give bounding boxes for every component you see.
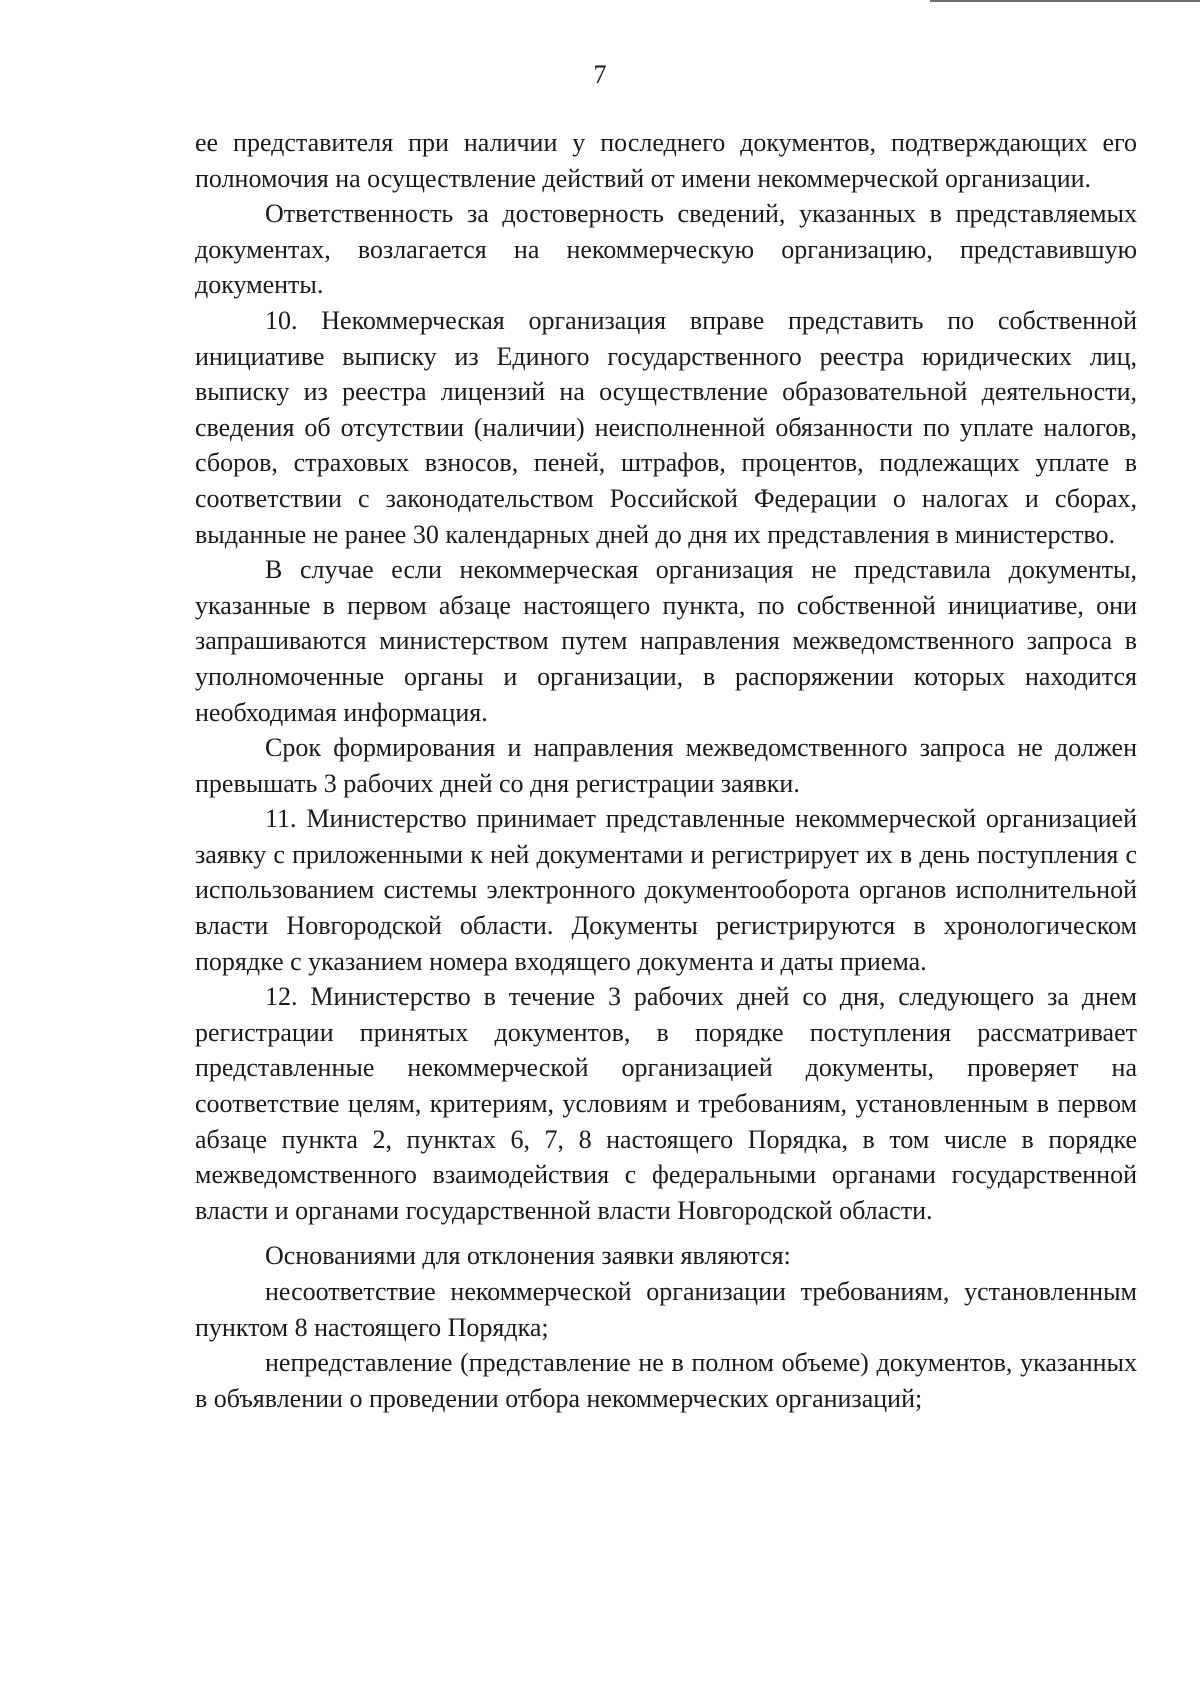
paragraph-interagency-request: В случае если некоммерческая организация не представила документы, указанные в первом абзаце настоящего пункта, по собственной инициативе, они запрашиваются министерством путем направления межведомственного запроса в уполномоченные органы и организации, в распоряжении которых находится необходимая информация. [195,555,1137,727]
scan-edge-line [930,0,1200,2]
paragraph-continuation: ее представителя при наличии у последнего документов, подтверждающих его полномочия на осуществление действий от имени некоммерческой организации. [195,128,1137,193]
paragraph-item-12: 12. Министерство в течение 3 рабочих дней со дня, следующего за днем регистрации принятых документов, в порядке поступления рассматривает представленные некоммерческой организацией документы, проверяет на соответствие целям, критериям, условиям и требованиям, установленным в первом абзаце пункта 2, пунктах 6, 7, 8 настоящего Порядка, в том числе в порядке межведомственного взаимодействия с федеральными органами государственной власти и органами государственной власти Новгородской области. [195,982,1137,1225]
paragraph-item-10: 10. Некоммерческая организация вправе представить по собственной инициативе выписку из Единого государственного реестра юридических лиц, выписку из реестра лицензий на осуществление образовательной деятельности, сведения об отсутствии (наличии) неисполненной обязанности по уплате налогов, сборов, страховых взносов, пеней, штрафов, процентов, подлежащих уплате в соответствии с законодательством Российской Федерации о налогах и сборах, выданные не ранее 30 календарных дней до дня их представления в министерство. [195,305,1137,549]
paragraph-item-11: 11. Министерство принимает представленные некоммерческой организацией заявку с приложенными к ней документами и регистрирует их в день поступления с использованием системы электронного документооборота органов исполнительной власти Новгородской области. Документы регистрируются в хронологическом порядке с указанием номера входящего документа и даты приема. [195,804,1137,976]
page-number: 7 [593,60,607,89]
paragraph-responsibility: Ответственность за достоверность сведений, указанных в представляемых документах, возлагается на некоммерческую организацию, представившую документы. [195,199,1137,300]
paragraph-rejection-grounds: Основаниями для отклонения заявки являются: [265,1241,791,1271]
list-item-nonsubmission: непредставление (представление не в полном объеме) документов, указанных в объявлении о проведении отбора некоммерческих организаций; [195,1348,1137,1413]
list-item-noncompliance: несоответствие некоммерческой организации требованиям, установленным пунктом 8 настоящего Порядка; [195,1277,1137,1342]
document-body [195,125,1137,1416]
paragraph-request-deadline: Срок формирования и направления межведомственного запроса не должен превышать 3 рабочих дней со дня регистрации заявки. [195,733,1137,798]
